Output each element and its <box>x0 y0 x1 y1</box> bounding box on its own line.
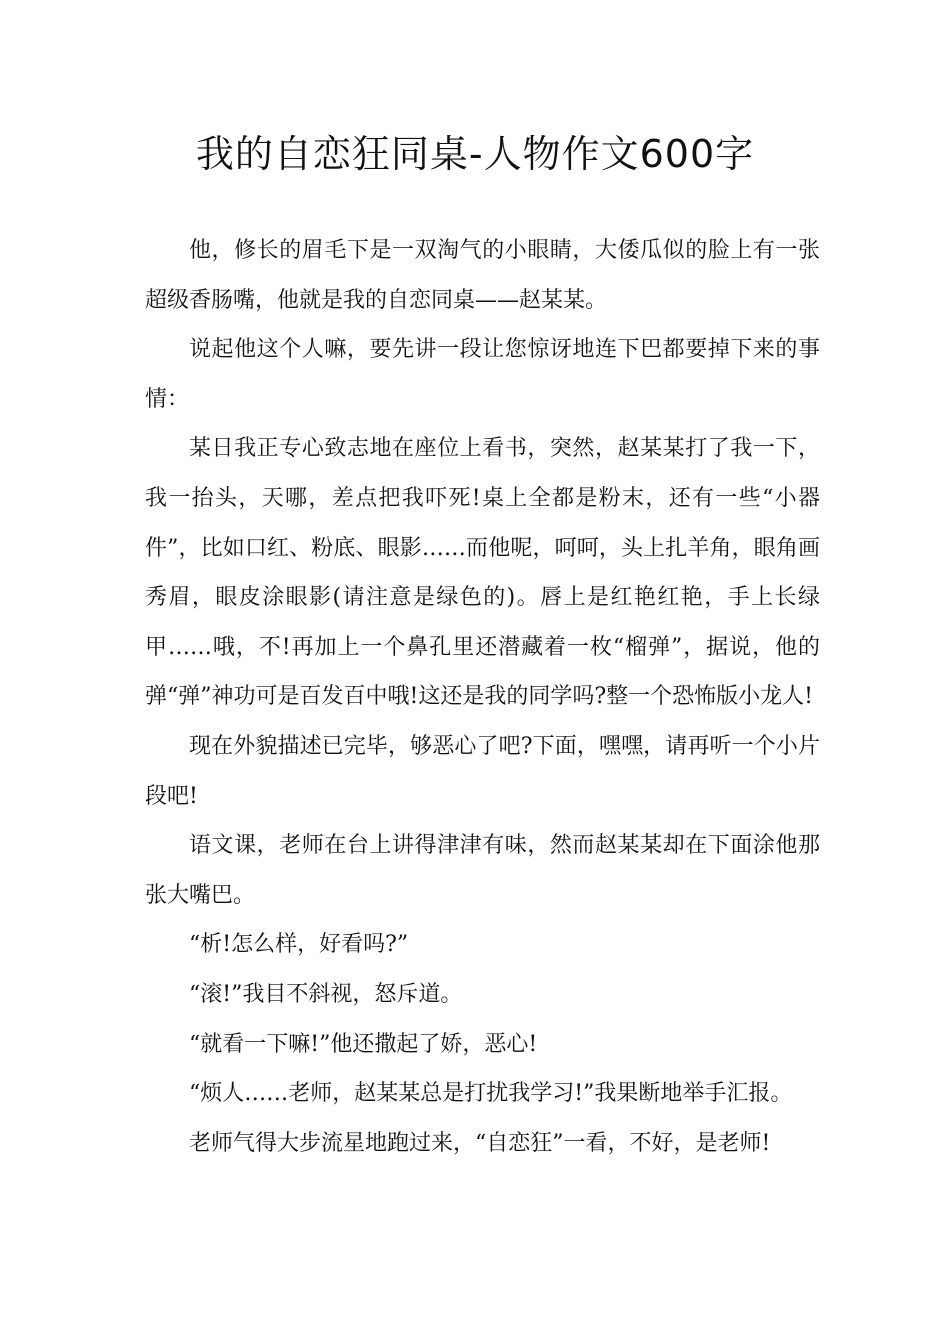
document-title: 我的自恋狂同桌-人物作文600字 <box>195 132 755 176</box>
paragraph: 现在外貌描述已完毕，够恶心了吧?下面，嘿嘿，请再听一个小片段吧! <box>145 733 820 809</box>
paragraph: 某日我正专心致志地在座位上看书，突然，赵某某打了我一下，我一抬头，天哪，差点把我吓死!桌上全都是粉末，还有一些“小器件”，比如口红、粉底、眼影……而他呢，呵呵，头上扎羊角，眼角画秀眉，眼皮涂眼影(请注意是绿色的)。唇上是红艳红艳，手上长绿甲……哦，不!再加上一个鼻孔里还潜藏着一枚“榴弹”，据说，他的弹“弹”神功可是百发百中哦!这还是我的同学吗?整一个恐怖版小龙人! <box>145 436 820 710</box>
paragraph: 语文课，老师在台上讲得津津有味，然而赵某某却在下面涂他那张大嘴巴。 <box>145 833 820 908</box>
paragraph: “烦人……老师，赵某某总是打扰我学习!”我果断地举手汇报。 <box>189 1081 793 1107</box>
paragraph: “就看一下嘛!”他还撒起了娇，恶心! <box>189 1031 538 1057</box>
paragraph: 老师气得大步流星地跑过来，“自恋狂”一看，不好，是老师! <box>189 1130 771 1156</box>
document-body <box>145 226 820 1168</box>
paragraph: “析!怎么样，好看吗?” <box>189 932 409 958</box>
paragraph: 说起他这个人嘛，要先讲一段让您惊讶地连下巴都要掉下来的事情： <box>145 337 820 412</box>
paragraph: 他，修长的眉毛下是一双淘气的小眼睛，大倭瓜似的脸上有一张超级香肠嘴，他就是我的自恋同桌——赵某某。 <box>145 238 820 313</box>
paragraph: “滚!”我目不斜视，怒斥道。 <box>189 981 463 1007</box>
